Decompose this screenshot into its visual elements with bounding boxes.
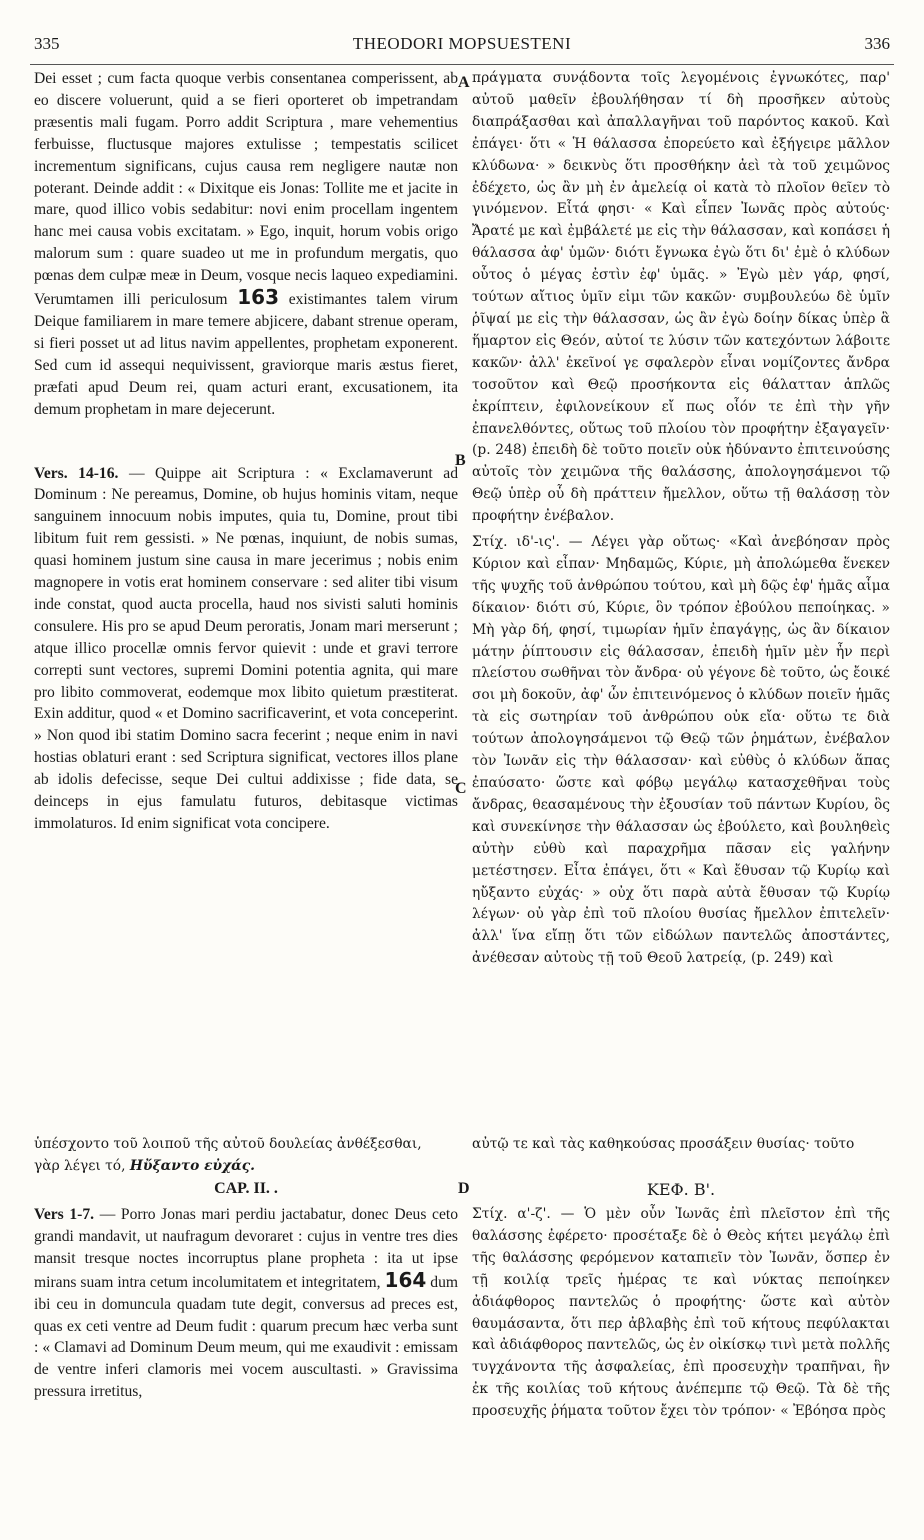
page-header: [30, 30, 894, 65]
latin-column-chapter-2: [34, 1204, 458, 1403]
latin-column: [34, 68, 458, 835]
greek-continuation-left-1: ὑπέσχοντο τοῦ λοιποῦ τῆς αὐτοῦ δουλείας ἀνθέξεσθαι,: [34, 1136, 422, 1152]
verse-label: Vers 1-7.: [34, 1206, 95, 1223]
running-title: THEODORI MOPSUESTENI: [352, 34, 572, 53]
verse-label: Στίχ. α'-ζ'.: [472, 1206, 551, 1222]
greek-column: [472, 68, 890, 970]
paragraph-gap: [34, 421, 458, 463]
verse-label: Vers. 14-16.: [34, 464, 119, 482]
latin-paragraph-1: Dei esset ; cum facta quoque verbis consentanea comperissent, ab eo discere voluerunt, quid a se fieri oporteret ob impetrandam præsentis mali fugam. Porro addit Scriptura , mare vehementius ferbuisse, fluctusque majores extulisse ; tempestatis scilicet incrementum significans, cujus causa rem negligere nautæ non poterant. Deinde addit : « Dixitque eis Jonas: Tollite me et jacite in mare, quod illico vobis sedabitur: novi enim procellam ingentem hanc mei causa vobis excitatam. » Ego, inquit, horum vobis origo malorum sum : quare suadeo ut me in profundum mergatis, quo pœnas dem culpæ meæ in Deum, vosque necis laqueo expediamini. Verumtamen illi periculosum 163 existimantes talem virum Deique familiarem in mare temere abjicere, dabant strenue operam, si fieri posset ut ad litus navim appellentes, prophetam exponerent. Sed cum id assequi nequivissent, graviorque maris æstus fieret, præfati apud Deum rei, quam acturi erant, excusationem, ita demum prophetam in mare dejecerunt.: [34, 70, 458, 418]
greek-paragraph-1: πράγματα συνᾴδοντα τοῖς λεγομένοις ἐγνωκότες, παρ' αὐτοῦ μαθεῖν ἐβουλήθησαν τί δὴ προσῆκεν αὐτοὺς διαπράξασθαι καὶ ἀπαλλαγῆναι τοῦ παρόντος κακοῦ. Καὶ ἐπάγει· ὅτι « Ἡ θάλασσα ἐπορεύετο καὶ ἐξήγειρε μᾶλλον κλύδωνα· » δεικνὺς ὅτι προσθήκην ἀεὶ τὰ τοῦ χειμῶνος ἐδέχετο, ὡς ἂν μὴ ἐν ἀμελείᾳ οἱ κατὰ τὸ πλοῖον θεῖεν τὸ γινόμενον. Εἶτά φησι· « Καὶ εἶπεν Ἰωνᾶς πρὸς αὐτούς· Ἄρατέ με καὶ ἐμβάλετέ με εἰς τὴν θάλασσαν, καὶ κοπάσει ἡ θάλασσα ἀφ' ὑμῶν· διότι ἔγνωκα ἐγὼ ὅτι δι' ἐμὲ ὁ κλύδων οὗτος ὁ μέγας ἐστὶν ἐφ' ὑμᾶς. » Ἐγὼ μὲν γάρ, φησί, τούτων αἴτιος ὑμῖν εἰμι τῶν κακῶν· συμβουλεύω δὲ ὑμῖν ῥῖψαί με εἰς τὴν θάλασσαν, ὡς ἂν ἐγὼ δοίην δίκας ὑπὲρ ἃ ἥμαρτον εἰς Θεόν, αὐτοί τε λύσιν τῶν κατεχόντων λάβοιτε κακῶν· ἀλλ' ἐκεῖνοί γε σφαλερὸν εἶναι νομίζοντες ἄνδρα τοσοῦτον καὶ Θεῷ προσήκοντα εἰς θάλατταν ἁπλῶς ἐκρίπτειν, ἐφιλονείκουν εἴ πως οἷόν τε ἐπὶ τὴν γῆν ἐπανελθόντες, οὕτως τοῦ πλοίου τὸν προφήτην ἐξαγαγεῖν· (p. 248) ἐπειδὴ δὲ τοῦτο ποιεῖν οὐκ ἠδύναντο ἐπιτεινούσης αὐτοῖς τὸν χειμῶνα τῆς θαλάσσης, ἀπολογησάμενοι τῷ Θεῷ ὑπὲρ οὗ δὴ πράττειν ἤμελλον, οὕτω τῇ θαλάσσῃ τὸν προφήτην ἐνέβαλον.: [472, 70, 890, 525]
verse-label: Στίχ. ιδ'-ις'.: [472, 534, 560, 551]
marginal-number-164: 164: [384, 1267, 427, 1292]
greek-paragraph-3: Στίχ. α'-ζ'. — Ὁ μὲν οὖν Ἰωνᾶς ἐπὶ πλεῖστον ἐπὶ τῆς θαλάσσης ἐφέρετο· προσέταξε δὲ ὁ Θεὸς κήτει μεγάλῳ ἐπὶ τῆς θαλάσσης φερόμενον καταπιεῖν τὸν Ἰωνᾶν, ὅσπερ ἐν τῇ κοιλίᾳ τρεῖς ἡμέρας τε καὶ νύκτας πεποίηκεν ἀδιάφθορος παντελῶς ὁ προφήτης· ὥστε καὶ αὐτὸν θαυμάσαντα, ὅτι περ ἀβλαβὴς ἐπὶ τοῦ κήτους πεφύλακται καὶ ἀδιάφθορος παντελῶς, ὡς ἐν οἰκίσκῳ τινὶ μετὰ πολλῆς τυγχάνοντα τῆς ἀσφαλείας, ἐπὶ προσευχὴν τραπῆναι, ἣν ἐκ τῆς κοιλίας τοῦ κήτους ἀνέπεμπε τῷ Θεῷ. Τὰ δὲ τῆς προσευχῆς ῥήματα τοῦτον ἔχει τὸν τρόπον· « Ἐβόησα πρὸς: [472, 1206, 891, 1420]
margin-marker-d: D: [458, 1180, 470, 1197]
greek-continuation-left-2: γὰρ λέγει τό, Ηὔξαντο εὐχάς.: [34, 1158, 255, 1174]
greek-column-chapter-2: [472, 1204, 890, 1423]
latin-paragraph-2: Vers. 14-16. — Quippe ait Scriptura : « Exclamaverunt ad Dominum : Ne pereamus, Domine, ob hujus hominis vitam, neque sanguinem innocuum nobis imputes, quia tu, Domine, prout tibi libitum fuit rem gessisti. » Ne pœnas, inquiunt, de nobis sumas, quasi hominem justum sine causa in mare jecerimus ; nobis enim magnopere in votis erat hominem conservare : sed aliter tibi visum inde constat, quod aucta procella, haud nos sivisti saluti hominis consulere. His pro se apud Deum peroratis, Jonam mari merserunt ; atque illico procellæ omnis fervor quievit : unde et gravi terrore correpti sunt vectores, supremi Domini potentia agnita, qui mare pro libito commoverat, eodemque mox libito quietum præstiterat. Exin additur, quod « et Domino sacrificaverint, et vota conceperint. » Non quod ibi statim Domino sacra fecerint ; neque enim in navi hostias oblaturi erant : sed Scriptura significat, vectores illos plane ab idolis defecisse, seque Dei cultui addixisse ; fide data, se deinceps in ejus famulatu futuros, debitasque victimas immolaturos. Id enim significat vota concipere.: [34, 464, 458, 832]
margin-marker-c: C: [455, 780, 467, 797]
right-page-number: 336: [864, 34, 890, 53]
left-page-number: 335: [34, 34, 60, 53]
margin-marker-b: B: [455, 452, 466, 469]
greek-continuation-right-1: αὐτῷ τε καὶ τὰς καθηκούσας προσάξειν θυσίας· τοῦτο: [472, 1136, 855, 1152]
marginal-number-163: 163: [237, 285, 279, 310]
margin-marker-a: A: [458, 74, 470, 91]
latin-paragraph-3: Vers 1-7. — Porro Jonas mari perdiu jactabatur, donec Deus ceto grandi mandavit, ut naufragum devoraret : cujus in ventre tres dies mansit tresque noctes incorruptus plane propheta : ita ut ipse mirans suam intra cetum incolumitatem et integritatem, 164 dum ibi ceu in domuncula quadam tute degit, conversus ad preces est, quas ex ceti ventre ad Deum fudit : quarum precum hæc verba sunt : « Clamavi ad Dominum Deum meum, qui me exaudivit : emissam de ventre inferi clamoris mei vocem auscultasti. » Gravissima pressura irretitus,: [34, 1206, 459, 1401]
greek-chapter-heading: ΚΕΦ. Β'.: [646, 1180, 716, 1199]
latin-chapter-heading: CAP. II. .: [214, 1180, 278, 1197]
greek-paragraph-2: Στίχ. ιδ'-ις'. — Λέγει γὰρ οὕτως· «Καὶ ἀνεβόησαν πρὸς Κύριον καὶ εἶπαν· Μηδαμῶς, Κύριε, μὴ ἀπολώμεθα ἕνεκεν τῆς ψυχῆς τοῦ ἀνθρώπου τούτου, καὶ μὴ δῷς ἐφ' ἡμᾶς αἷμα δίκαιον· διότι σύ, Κύριε, ὃν τρόπον ἐβούλου πεποίηκας. » Μὴ γὰρ δή, φησί, τιμωρίαν ἡμῖν ἐπαγάγῃς, ὡς ἂν δίκαιον μάτην ῥίπτουσιν εἰς θάλασσαν, ἐπειδὴ ἡμῖν μὲν ἦν περὶ πλείστου σωθῆναι τὸν ἄνδρα· οὐ γέγονε δὲ τοῦτο, ὡς ἔοικέ σοι μὴ δοκοῦν, ἀφ' ὧν ἐπιτεινόμενος ὁ κλύδων ποιεῖν ἡμᾶς τὰ εἰς σωτηρίαν τοῦ ἀνθρώπου οὐκ εἴα· οὕτω τε διὰ τούτων ἀπολογησάμενοι τῷ Θεῷ τῶν ῥημάτων, ἐνέβαλον τὸν Ἰωνᾶν εἰς τὴν θάλασσαν· καὶ εὐθὺς ὁ κλύδων ἅπας ἐπαύσατο· ὥστε καὶ φόβῳ μεγάλῳ κατασχεθῆναι τοὺς ἄνδρας, θεασαμένους τὴν ἐξουσίαν τοῦ πάντων Κυρίου, ὃς καὶ συνεκίνησε τὴν θάλασσαν ὡς ἐβούλετο, καὶ βουληθεὶς αὐτὴν εὐθὺ καὶ παραχρῆμα πᾶσαν εἰς γαλήνην μετέστησεν. Εἶτα ἐπάγει, ὅτι « Καὶ ἔθυσαν τῷ Κυρίῳ καὶ ηὔξαντο εὐχάς· » οὐχ ὅτι παρὰ αὐτὰ ἔθυσαν τῷ Κυρίῳ λέγων· οὐ γὰρ ἐπὶ τοῦ πλοίου θυσίας ἤμελλον ἐπιτελεῖν· ἀλλ' ἵνα εἴπῃ ὅτι τῶν εἰδώλων παντελῶς ἀποστάντες, ἀνέθεσαν αὐτοὺς τῇ τοῦ Θεοῦ λατρείᾳ, (p. 249) καὶ: [472, 534, 891, 967]
